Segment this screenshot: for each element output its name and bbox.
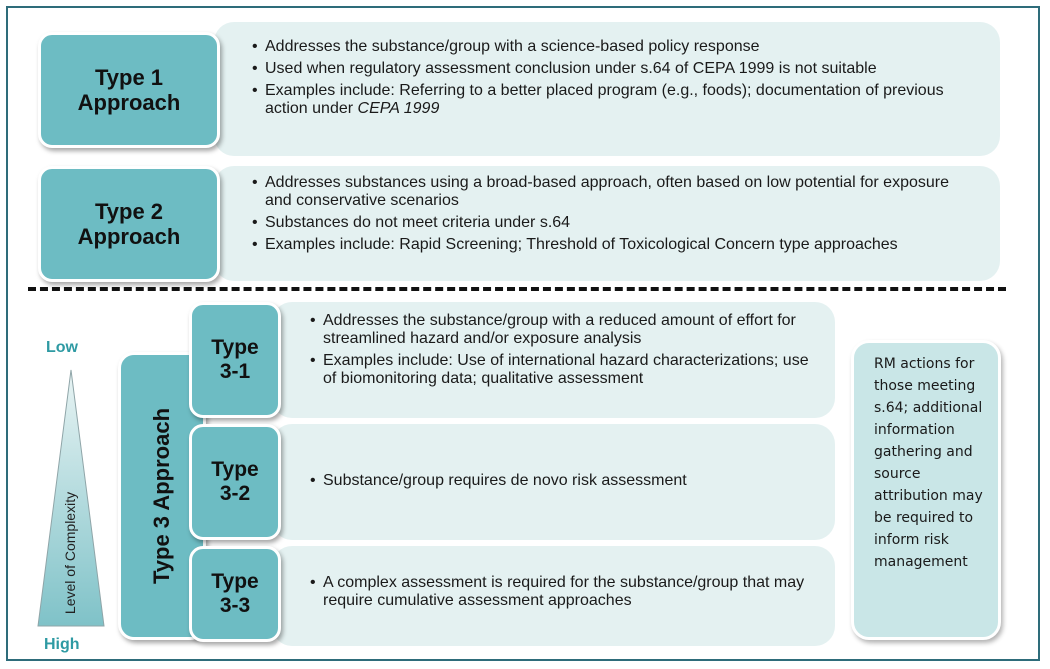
type3-3-bullet-1: • A complex assessment is required for the substance/group that may require cumulative assessment approaches — [310, 574, 810, 610]
type2-bullet-3: • Examples include: Rapid Screening; Threshold of Toxicological Concern type approaches — [252, 236, 962, 254]
type3-3-line1: Type — [211, 570, 259, 593]
type3-2-line2: 3-2 — [219, 482, 251, 505]
type3-1-line2: 3-1 — [219, 360, 251, 383]
type2-approach-tile — [38, 166, 220, 282]
type1-title-line2: Approach — [77, 90, 181, 115]
type3-2-bullet-1: • Substance/group requires de novo risk assessment — [310, 472, 810, 490]
type1-bullet-3-italic: CEPA 1999 — [357, 100, 440, 117]
type1-panel — [214, 22, 1000, 156]
type1-bullets — [252, 38, 962, 122]
type1-bullet-3-text: Examples include: Referring to a better placed program (e.g., foods); documentation of previous action under — [265, 82, 944, 117]
type3-3-tile — [189, 546, 281, 642]
complexity-high-label: High — [44, 636, 80, 653]
type2-bullet-2: • Substances do not meet criteria under s.64 — [252, 214, 962, 232]
type3-2-panel — [272, 424, 835, 540]
complexity-triangle — [36, 368, 106, 630]
rm-actions-text: RM actions for those meeting s.64; additional information gathering and source attribution may be required to inform risk management — [874, 356, 983, 570]
type2-title-line2: Approach — [77, 224, 181, 249]
complexity-axis-label: Level of Complexity — [62, 491, 78, 615]
type3-1-panel — [272, 302, 835, 418]
type2-panel — [214, 166, 1000, 281]
type1-bullet-3 — [252, 82, 962, 118]
type1-title-line1: Type 1 — [94, 65, 164, 90]
type2-bullet-1: • Addresses substances using a broad-based approach, often based on low potential for exposure and conservative scenarios — [252, 174, 962, 210]
type3-1-line1: Type — [211, 336, 259, 359]
type3-1-bullets — [310, 312, 810, 392]
type1-bullet-2: • Used when regulatory assessment conclusion under s.64 of CEPA 1999 is not suitable — [252, 60, 962, 78]
type2-title-line1: Type 2 — [94, 199, 164, 224]
type1-approach-tile — [38, 32, 220, 148]
type2-bullets — [252, 174, 962, 258]
type3-1-bullet-1: • Addresses the substance/group with a reduced amount of effort for streamlined hazard and/or exposure analysis — [310, 312, 810, 348]
type3-1-tile — [189, 302, 281, 418]
type3-3-line2: 3-3 — [219, 594, 251, 617]
type3-3-bullets — [310, 574, 810, 614]
type1-bullet-1: • Addresses the substance/group with a science-based policy response — [252, 38, 962, 56]
type3-2-bullets — [310, 472, 810, 494]
type3-2-line1: Type — [211, 458, 259, 481]
rm-actions-box — [851, 340, 1001, 640]
type3-2-tile — [189, 424, 281, 540]
section-divider — [28, 287, 1006, 291]
complexity-low-label: Low — [46, 339, 78, 356]
type3-1-bullet-2: • Examples include: Use of international hazard characterizations; use of biomonitoring data; qualitative assessment — [310, 352, 810, 388]
type3-title: Type 3 Approach — [149, 407, 175, 585]
type3-3-panel — [272, 546, 835, 646]
